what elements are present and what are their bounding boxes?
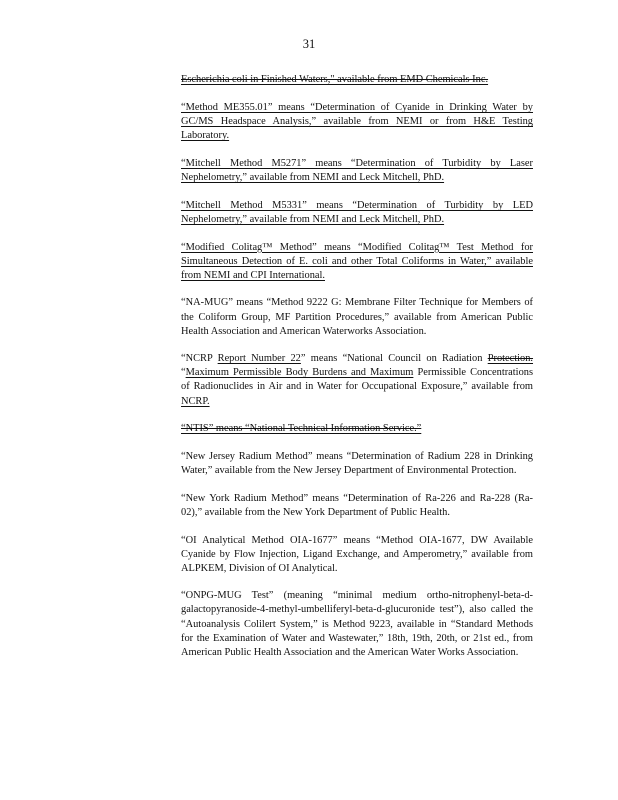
paragraph-new-jersey-radium — [181, 450, 533, 478]
paragraph-text: “Mitchell Method M5271” means “Determination of Turbidity by Laser Nephelometry,” available from NEMI and Leck Mitchell, PhD. — [181, 157, 533, 184]
document-body — [181, 73, 533, 673]
paragraph-escherichia — [181, 73, 533, 87]
paragraph-text: “NTIS” means “National Technical Information Service.” — [181, 423, 422, 435]
paragraph-text: “Method ME355.01” means “Determination of Cyanide in Drinking Water by GC/MS Headspace Analysis,” available from NEMI or from H&E Testing Laboratory. — [181, 102, 533, 142]
paragraph-text: “New Jersey Radium Method” means “Determination of Radium 228 in Drinking Water,” available from the New Jersey Department of Environmental Protection. — [181, 450, 533, 477]
paragraph-text: Escherichia coli in Finished Waters," available from EMD Chemicals Inc. — [181, 74, 489, 85]
paragraph-text: “Mitchell Method M5331” means “Determination of Turbidity by LED Nephelometry,” available from NEMI and Leck Mitchell, PhD. — [181, 199, 533, 225]
paragraph-text: “OI Analytical Method OIA-1677” means “Method OIA-1677, DW Available Cyanide by Flow Injection, Ligand Exchange, and Amperometry,” available from ALPKEM, Division of OI Analytical. — [181, 534, 533, 574]
paragraph-mitchell-m5331 — [181, 199, 533, 227]
paragraph-na-mug — [181, 296, 533, 338]
paragraph-text: “NA-MUG” means “Method 9222 G: Membrane Filter Technique for Members of the Coliform Group, MF Partition Procedures,” available from American Public Health Association and American Waterworks Association. — [181, 297, 533, 337]
paragraph-new-york-radium — [181, 492, 533, 520]
paragraph-text: “New York Radium Method” means “Determination of Ra-226 and Ra-228 (Ra-02),” available from the New York Department of Public Health. — [181, 492, 533, 518]
paragraph-text: “ONPG-MUG Test” (meaning “minimal medium ortho-nitrophenyl-beta-d-galactopyranoside-4-methyl-umbelliferyl-beta-d-glucuronide test”), also called the “Autoanalysis Colilert System,” is Method 9223, available in “Standard Methods for the Examination of Water and Wastewater,” 18th, 19th, 20th, or 21st ed., from American Public Health Association and the American Water Works Association. — [181, 590, 533, 658]
paragraph-oi-analytical — [181, 534, 533, 576]
paragraph-text-segment: “ — [181, 367, 186, 379]
paragraph-text-segment: Maximum Permissible Body Burdens and Maximum — [185, 367, 414, 379]
paragraph-modified-colitag — [181, 241, 533, 283]
page-number: 31 — [302, 37, 316, 51]
paragraph-text-segment: Protection. — [487, 353, 534, 365]
paragraph-text-segment: “NCRP — [181, 353, 218, 365]
paragraph-text-segment: ” means “National Council on Radiation — [300, 353, 488, 365]
paragraph-text-segment: Permissible Concentrations of Radionuclides in Air and in Water for Occupational Exposure,” available from — [181, 367, 533, 393]
paragraph-ncrp — [181, 352, 533, 408]
paragraph-text-segment: Report Number 22 — [217, 353, 301, 365]
paragraph-text-segment: NCRP. — [181, 395, 210, 407]
paragraph-ntis — [181, 422, 533, 436]
paragraph-text: “Modified Colitag™ Method” means “Modified Colitag™ Test Method for Simultaneous Detection of E. coli and other Total Coliforms in Water,” available from NEMI and CPI International. — [181, 241, 533, 281]
paragraph-mitchell-m5271 — [181, 157, 533, 185]
paragraph-method-me355 — [181, 101, 533, 143]
paragraph-onpg-mug — [181, 589, 533, 659]
